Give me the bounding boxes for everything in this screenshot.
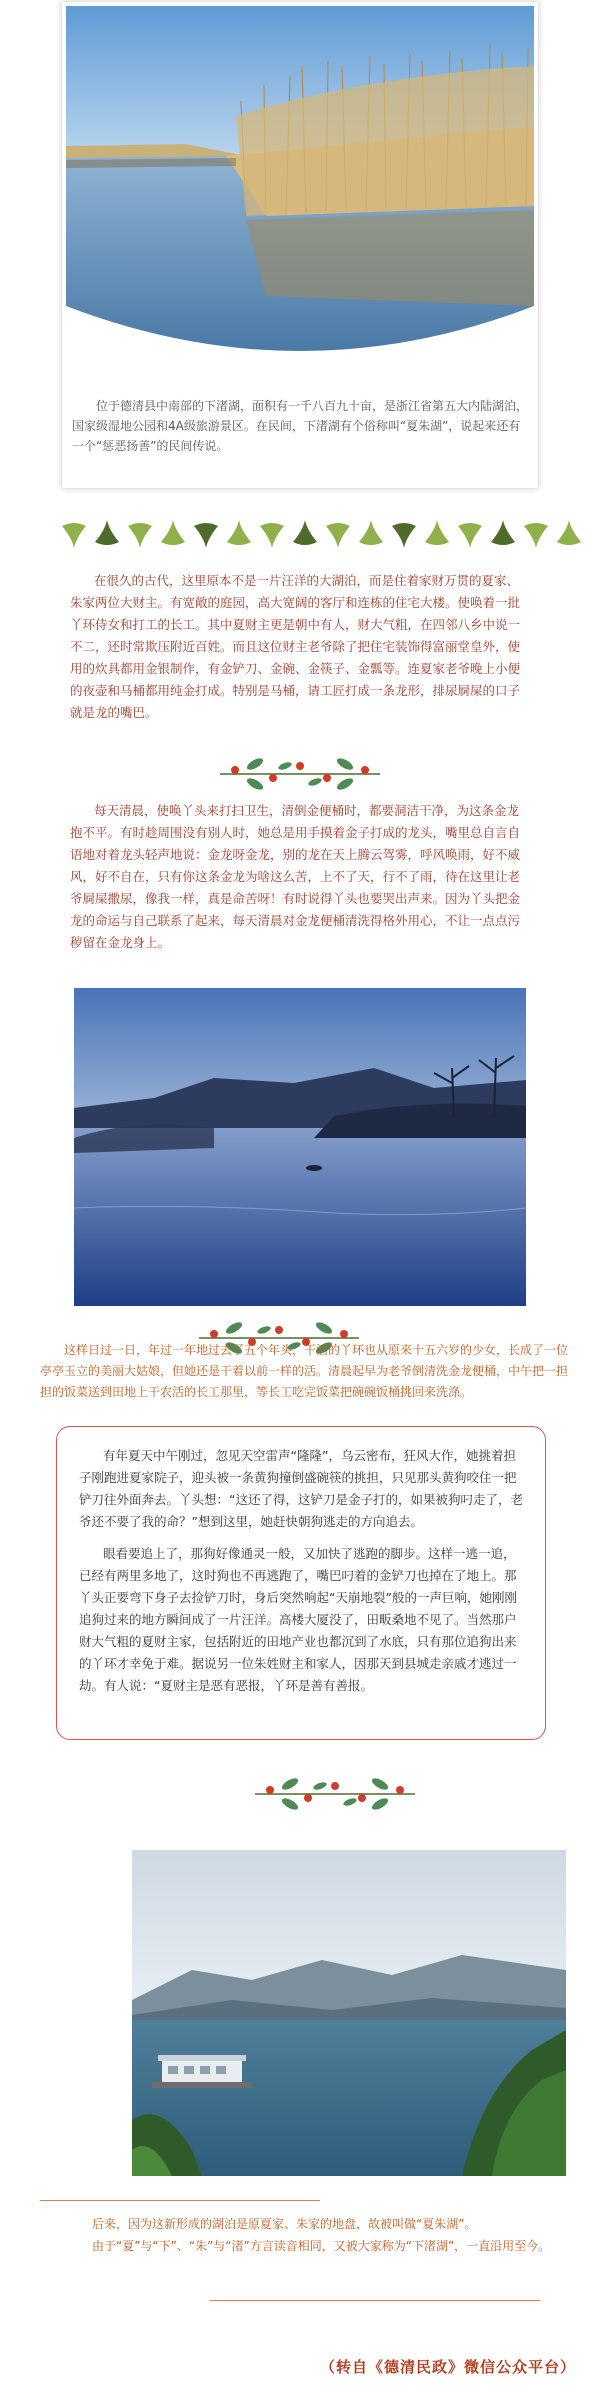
leaf-icon [392,523,416,548]
leaf-icon [359,520,383,545]
ending-top-rule [40,2200,320,2201]
ending-paragraph-2: 由于“夏”与“下”、“朱”与“渚”方言读音相同，又被大家称为“下渚湖”，一直沿用至今。 [92,2239,551,2253]
ending-bottom-rule [210,2300,540,2301]
leaf-icon [227,520,251,545]
leaf-icon [458,523,482,548]
leaf-icon [194,523,218,548]
leaf-divider [60,516,600,552]
leaf-icon [425,520,449,545]
berry-branch-ornament-1 [215,752,385,792]
story-paragraph-1: 在很久的古代，这里原本不是一片汪洋的大湖泊，而是住着家财万贯的夏家、朱家两位大财主。有宽敞的庭园，高大宽阔的客厅和连栋的住宅大楼。使唤着一批丫环侍女和打工的长工。其中夏财主更是朝中有人，财大气粗，在四邻八乡中说一不二，还时常欺压附近百姓。而且这位财主老爷除了把住宅装饰得富丽堂皇外，使用的炊具都用金银制作，有金铲刀、金碗、金筷子、金瓢等。连夏家老爷晚上小便的夜壶和马桶都用纯金打成。特别是马桶，请工匠打成一条龙形，排尿屙屎的口子就是龙的嘴巴。 [70,573,521,720]
intro-card [62,2,538,488]
source-attribution: （转自《德清民政》微信公众平台） [320,2360,577,2376]
leaf-icon [326,523,350,548]
reed-lake-photo [66,6,534,382]
houseboat-lake-photo [132,1850,566,2176]
leaf-icon [260,523,284,548]
intro-text: 位于德清县中南部的下渚湖，面积有一千八百九十亩，是浙江省第五大内陆湖泊，国家级湿地公园和4A级旅游景区。在民间，下渚湖有个俗称叫“夏朱湖”，说起来还有一个“惩恶扬善”的民间传说。 [72,399,529,453]
leaf-icon [128,523,152,548]
berry-branch-ornament-3 [250,1772,420,1812]
story-box-paragraph-1: 有年夏天中午刚过，忽见天空雷声“隆隆”，乌云密布，狂风大作，她挑着担子刚跑进夏家院子，迎头被一条黄狗撞倒盛碗筷的挑担，只见那头黄狗咬住一把铲刀往外面奔去。丫头想：“这还了得，这铲刀是金子打的，如果被狗叼走了，老爷还不要了我的命？”想到这里，她赶快朝狗逃走的方向追去。 [79,1448,523,1529]
leaf-icon [293,520,317,545]
story-paragraph-2: 每天清晨，使唤丫头来打扫卫生，清倒金便桶时，都要洞洁干净，为这条金龙抱不平。有时趁周围没有别人时，她总是用手摸着金子打成的龙头，嘴里总自言自语地对着龙头轻声地说：金龙呀金龙，别的龙在天上腾云驾雾，呼风唤雨，好不威风，好不自在，只有你这条金龙为啥这么苦，上不了天，行不了雨，待在这里让老爷屙屎撒尿，像我一样，真是命苦呀！有时说得丫头也要哭出声来。因为丫头把金龙的命运与自己联系了起来，每天清晨对金龙便桶清洗得格外用心，不让一点点污秽留在金龙身上。 [70,803,521,950]
leaf-icon [62,523,86,548]
leaf-icon [524,523,548,548]
story-paragraph-3: 这样日过一日，年过一年地过去了五个年头，干活的丫环也从原来十五六岁的少女，长成了一位亭亭玉立的美丽大姑娘，但她还是干着以前一样的活。清晨起早为老爷倒清洗金龙便桶，中午把一担担的饭菜送到田地上干农活的长工那里，等长工吃完饭菜把碗碗饭桶挑回来洗涤。 [40,1343,569,1399]
leaf-icon [557,520,581,545]
dusk-lake-photo [74,988,526,1306]
story-box [56,1426,546,1740]
leaf-icon [95,520,119,545]
leaf-icon [161,520,185,545]
ending-paragraph-1: 后来，因为这新形成的湖泊是原夏家、朱家的地盘，故被叫做“夏朱湖”。 [92,2217,477,2231]
story-box-paragraph-2: 眼看要追上了，那狗好像通灵一般，又加快了逃跑的脚步。这样一逃一追，已经有两里多地了，这时狗也不再逃跑了，嘴巴叼着的金铲刀也掉在了地上。那丫头正要弯下身子去捡铲刀时，身后突然响起“天崩地裂”般的一声巨响，她刚刚追狗过来的地方瞬间成了一片汪洋。高楼大厦没了，田畈桑地不见了。当然那户财大气粗的夏财主家，包括附近的田地产业也都沉到了水底，只有那位追狗出来的丫环才幸免于难。据说另一位朱姓财主和家人，因那天到县城走亲戚才逃过一劫。有人说：“夏财主是恶有恶报，丫环是善有善报。 [79,1546,517,1693]
leaf-icon [491,520,515,545]
